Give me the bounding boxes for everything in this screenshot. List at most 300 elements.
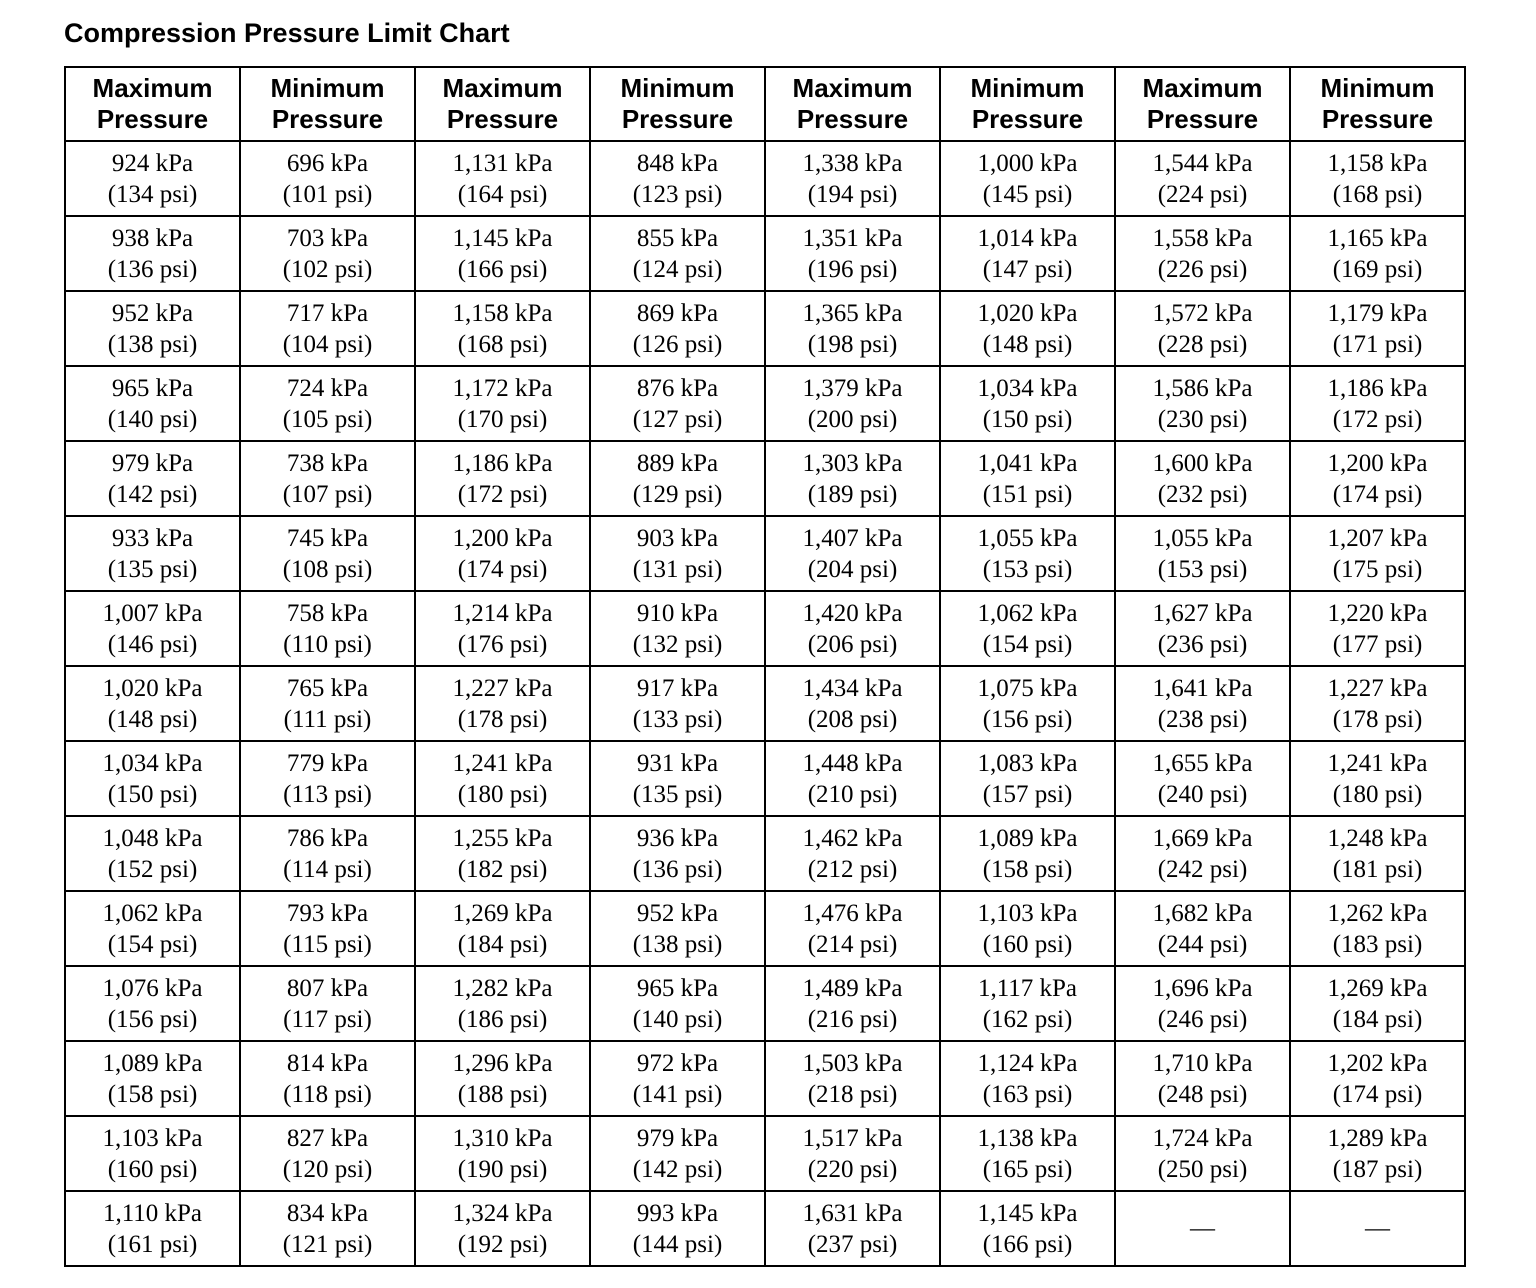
table-cell xyxy=(1115,1191,1290,1266)
cell-value-psi: (135 psi) xyxy=(107,555,198,583)
cell-value-kpa: 1,202 kPa xyxy=(1327,1049,1428,1077)
cell-value-psi: (117 psi) xyxy=(283,1005,372,1033)
table-cell xyxy=(65,591,240,666)
table-cell xyxy=(415,516,590,591)
cell-value-psi: (190 psi) xyxy=(457,1155,548,1183)
cell-value-psi: (150 psi) xyxy=(107,780,198,808)
cell-value-psi: (154 psi) xyxy=(982,630,1073,658)
cell-value-kpa: 1,000 kPa xyxy=(977,149,1078,177)
cell-value-kpa: 972 kPa xyxy=(636,1049,719,1077)
cell-value-psi: (118 psi) xyxy=(283,1080,372,1108)
column-header-4 xyxy=(590,67,765,141)
table-row xyxy=(65,441,1465,516)
cell-value-psi: (138 psi) xyxy=(107,330,198,358)
cell-value-psi: (248 psi) xyxy=(1157,1080,1248,1108)
cell-value-psi: (174 psi) xyxy=(1332,1080,1423,1108)
table-row xyxy=(65,216,1465,291)
cell-value-psi: (146 psi) xyxy=(107,630,198,658)
column-header-line: Pressure xyxy=(1146,104,1259,134)
cell-value-kpa: 1,207 kPa xyxy=(1327,524,1428,552)
table-cell xyxy=(590,966,765,1041)
cell-value-kpa: 1,075 kPa xyxy=(977,674,1078,702)
cell-value-kpa: 703 kPa xyxy=(286,224,369,252)
table-cell xyxy=(590,816,765,891)
column-header-6 xyxy=(940,67,1115,141)
cell-value-psi: (124 psi) xyxy=(632,255,723,283)
table-cell xyxy=(765,366,940,441)
cell-value-psi: (107 psi) xyxy=(282,480,373,508)
cell-value-psi: (166 psi) xyxy=(457,255,548,283)
table-cell xyxy=(415,216,590,291)
cell-value-psi: (178 psi) xyxy=(1332,705,1423,733)
cell-value-psi: (177 psi) xyxy=(1332,630,1423,658)
cell-value-kpa: 1,407 kPa xyxy=(802,524,903,552)
table-cell xyxy=(765,141,940,216)
cell-value-kpa: 1,310 kPa xyxy=(452,1124,553,1152)
cell-value-kpa: 1,324 kPa xyxy=(452,1199,553,1227)
cell-value-kpa: 1,124 kPa xyxy=(977,1049,1078,1077)
cell-value-kpa: 1,089 kPa xyxy=(102,1049,203,1077)
cell-value-kpa: 758 kPa xyxy=(286,599,369,627)
cell-value-kpa: 938 kPa xyxy=(111,224,194,252)
cell-value-kpa: 1,696 kPa xyxy=(1152,974,1253,1002)
cell-value-psi: (156 psi) xyxy=(107,1005,198,1033)
table-cell xyxy=(240,966,415,1041)
cell-value-kpa: 724 kPa xyxy=(286,374,369,402)
cell-value-kpa: 1,179 kPa xyxy=(1327,299,1428,327)
cell-value-psi: (161 psi) xyxy=(107,1230,198,1258)
cell-value-kpa: 936 kPa xyxy=(636,824,719,852)
cell-value-psi: (160 psi) xyxy=(107,1155,198,1183)
cell-value-psi: (182 psi) xyxy=(457,855,548,883)
table-row xyxy=(65,516,1465,591)
table-row xyxy=(65,816,1465,891)
cell-value-kpa: 1,710 kPa xyxy=(1152,1049,1253,1077)
table-cell xyxy=(240,141,415,216)
table-body xyxy=(65,141,1465,1266)
table-cell xyxy=(765,216,940,291)
table-cell xyxy=(590,516,765,591)
table-cell xyxy=(65,666,240,741)
table-cell xyxy=(590,741,765,816)
cell-value-kpa: 814 kPa xyxy=(286,1049,369,1077)
table-cell xyxy=(415,966,590,1041)
column-header-line: Pressure xyxy=(96,104,209,134)
table-cell xyxy=(940,141,1115,216)
cell-value-psi: (246 psi) xyxy=(1157,1005,1248,1033)
cell-value-kpa: 1,379 kPa xyxy=(802,374,903,402)
cell-value-kpa: 765 kPa xyxy=(286,674,369,702)
cell-value-psi: (212 psi) xyxy=(807,855,898,883)
cell-value-kpa: 1,041 kPa xyxy=(977,449,1078,477)
column-header-7 xyxy=(1115,67,1290,141)
cell-value-kpa: 793 kPa xyxy=(286,899,369,927)
table-cell xyxy=(1290,216,1465,291)
cell-value-psi: (184 psi) xyxy=(457,930,548,958)
chart-title: Compression Pressure Limit Chart xyxy=(64,18,510,48)
cell-value-psi: (151 psi) xyxy=(982,480,1073,508)
column-header-line: Maximum xyxy=(792,73,913,103)
column-header-line: Pressure xyxy=(446,104,559,134)
cell-value-kpa: 1,158 kPa xyxy=(452,299,553,327)
cell-value-kpa: 1,289 kPa xyxy=(1327,1124,1428,1152)
cell-value-kpa: 1,089 kPa xyxy=(977,824,1078,852)
cell-value-kpa: 1,007 kPa xyxy=(102,599,203,627)
table-cell xyxy=(65,966,240,1041)
table-cell xyxy=(1290,891,1465,966)
cell-value-kpa: 924 kPa xyxy=(111,149,194,177)
cell-value-psi: (188 psi) xyxy=(457,1080,548,1108)
table-cell xyxy=(240,291,415,366)
cell-value-psi: (187 psi) xyxy=(1332,1155,1423,1183)
cell-value-psi: (156 psi) xyxy=(982,705,1073,733)
cell-value-psi: (180 psi) xyxy=(457,780,548,808)
table-cell xyxy=(65,216,240,291)
cell-value-kpa: 1,131 kPa xyxy=(452,149,553,177)
cell-value-kpa: 1,220 kPa xyxy=(1327,599,1428,627)
cell-value-kpa: 717 kPa xyxy=(286,299,369,327)
column-header-line: Minimum xyxy=(620,73,735,103)
cell-value-psi: (237 psi) xyxy=(807,1230,898,1258)
cell-value-kpa: 1,138 kPa xyxy=(977,1124,1078,1152)
cell-value-kpa: 910 kPa xyxy=(636,599,719,627)
column-header-8 xyxy=(1290,67,1465,141)
cell-value-kpa: 993 kPa xyxy=(636,1199,719,1227)
column-header-line: Minimum xyxy=(270,73,385,103)
table-cell xyxy=(940,666,1115,741)
table-cell xyxy=(240,441,415,516)
table-cell xyxy=(590,1041,765,1116)
table-row xyxy=(65,591,1465,666)
cell-value-kpa: 979 kPa xyxy=(636,1124,719,1152)
cell-value-kpa: 876 kPa xyxy=(636,374,719,402)
table-cell xyxy=(240,1116,415,1191)
cell-value-psi: (142 psi) xyxy=(632,1155,723,1183)
cell-value-psi: (230 psi) xyxy=(1157,405,1248,433)
cell-value-kpa: 1,282 kPa xyxy=(452,974,553,1002)
cell-value-kpa: 1,434 kPa xyxy=(802,674,903,702)
table-cell xyxy=(940,516,1115,591)
header-row xyxy=(65,67,1465,141)
cell-value-psi: (176 psi) xyxy=(457,630,548,658)
cell-value-kpa: 1,558 kPa xyxy=(1152,224,1253,252)
table-cell xyxy=(1115,966,1290,1041)
column-header-line: Pressure xyxy=(796,104,909,134)
table-cell xyxy=(590,1116,765,1191)
cell-value-psi: (183 psi) xyxy=(1332,930,1423,958)
cell-value-kpa: 786 kPa xyxy=(286,824,369,852)
table-cell xyxy=(240,816,415,891)
table-cell xyxy=(65,1041,240,1116)
cell-value-psi: (142 psi) xyxy=(107,480,198,508)
cell-value-kpa: 1,262 kPa xyxy=(1327,899,1428,927)
table-cell xyxy=(415,291,590,366)
cell-value-kpa: 1,103 kPa xyxy=(102,1124,203,1152)
table-cell xyxy=(240,591,415,666)
table-cell xyxy=(765,816,940,891)
table-cell xyxy=(1290,1191,1465,1266)
cell-value-kpa: 696 kPa xyxy=(286,149,369,177)
cell-value-kpa: 1,076 kPa xyxy=(102,974,203,1002)
table-cell xyxy=(765,441,940,516)
table-cell xyxy=(65,1116,240,1191)
table-cell xyxy=(65,891,240,966)
cell-value-psi: (194 psi) xyxy=(807,180,898,208)
cell-value-kpa: 1,631 kPa xyxy=(802,1199,903,1227)
table-cell xyxy=(415,441,590,516)
column-header-line: Pressure xyxy=(271,104,384,134)
cell-value-kpa: 1,014 kPa xyxy=(977,224,1078,252)
table-cell xyxy=(415,891,590,966)
cell-value-psi: (129 psi) xyxy=(632,480,723,508)
cell-value-psi: (166 psi) xyxy=(982,1230,1073,1258)
table-cell xyxy=(1115,216,1290,291)
cell-value-psi: (115 psi) xyxy=(283,930,372,958)
cell-value-psi: (198 psi) xyxy=(807,330,898,358)
cell-value-psi: (210 psi) xyxy=(807,780,898,808)
cell-value-kpa: 1,020 kPa xyxy=(102,674,203,702)
cell-value-kpa: 952 kPa xyxy=(111,299,194,327)
table-row xyxy=(65,1041,1465,1116)
cell-value-psi: (127 psi) xyxy=(632,405,723,433)
table-cell xyxy=(590,1191,765,1266)
table-cell xyxy=(1290,141,1465,216)
cell-value-kpa: 903 kPa xyxy=(636,524,719,552)
table-cell xyxy=(65,291,240,366)
cell-value-kpa: 1,248 kPa xyxy=(1327,824,1428,852)
table-row xyxy=(65,1191,1465,1266)
cell-value-kpa: 1,172 kPa xyxy=(452,374,553,402)
cell-value-psi: (175 psi) xyxy=(1332,555,1423,583)
table-cell xyxy=(1115,441,1290,516)
table-cell xyxy=(765,516,940,591)
cell-value-psi: (105 psi) xyxy=(282,405,373,433)
cell-value-psi: (226 psi) xyxy=(1157,255,1248,283)
cell-value-kpa: 979 kPa xyxy=(111,449,194,477)
cell-value-kpa: 1,200 kPa xyxy=(452,524,553,552)
cell-value-psi: (141 psi) xyxy=(632,1080,723,1108)
table-cell xyxy=(590,441,765,516)
table-cell xyxy=(1290,441,1465,516)
table-cell xyxy=(240,1041,415,1116)
cell-value-kpa: 1,241 kPa xyxy=(452,749,553,777)
column-header-line: Maximum xyxy=(92,73,213,103)
table-cell xyxy=(765,1116,940,1191)
table-cell xyxy=(940,741,1115,816)
cell-value-psi: (101 psi) xyxy=(282,180,373,208)
table-cell xyxy=(1115,291,1290,366)
cell-value-kpa: 1,145 kPa xyxy=(452,224,553,252)
cell-value-psi: (168 psi) xyxy=(1332,180,1423,208)
table-cell xyxy=(1290,291,1465,366)
cell-value-kpa: 1,227 kPa xyxy=(452,674,553,702)
table-cell xyxy=(940,816,1115,891)
table-cell xyxy=(1115,366,1290,441)
table-cell xyxy=(240,516,415,591)
cell-value-kpa: 1,448 kPa xyxy=(802,749,903,777)
table-cell xyxy=(1290,516,1465,591)
cell-value-psi: (150 psi) xyxy=(982,405,1073,433)
cell-value-psi: (136 psi) xyxy=(632,855,723,883)
cell-value-psi: (208 psi) xyxy=(807,705,898,733)
table-row xyxy=(65,891,1465,966)
cell-value-psi: (134 psi) xyxy=(107,180,198,208)
cell-value-kpa: 1,055 kPa xyxy=(977,524,1078,552)
table-cell xyxy=(1115,591,1290,666)
table-cell xyxy=(940,1116,1115,1191)
cell-value-psi: (180 psi) xyxy=(1332,780,1423,808)
cell-value-kpa: 1,269 kPa xyxy=(1327,974,1428,1002)
cell-value-psi: (165 psi) xyxy=(982,1155,1073,1183)
cell-value-kpa: 1,586 kPa xyxy=(1152,374,1253,402)
cell-value-kpa: 1,062 kPa xyxy=(977,599,1078,627)
table-cell xyxy=(1290,1116,1465,1191)
column-header-line: Maximum xyxy=(1142,73,1263,103)
cell-value-psi: (232 psi) xyxy=(1157,480,1248,508)
cell-value-kpa: 1,103 kPa xyxy=(977,899,1078,927)
cell-value-psi: (181 psi) xyxy=(1332,855,1423,883)
cell-value-kpa: 1,255 kPa xyxy=(452,824,553,852)
cell-value-psi: (168 psi) xyxy=(457,330,548,358)
cell-value-kpa: 917 kPa xyxy=(636,674,719,702)
cell-value-kpa: 1,303 kPa xyxy=(802,449,903,477)
cell-value-kpa: 1,641 kPa xyxy=(1152,674,1253,702)
cell-value-kpa: 965 kPa xyxy=(636,974,719,1002)
table-cell xyxy=(765,591,940,666)
table-row xyxy=(65,741,1465,816)
cell-value-psi: (135 psi) xyxy=(632,780,723,808)
table-cell xyxy=(1290,591,1465,666)
table-cell xyxy=(415,1191,590,1266)
cell-value-psi: (178 psi) xyxy=(457,705,548,733)
cell-value-psi: (172 psi) xyxy=(1332,405,1423,433)
column-header-5 xyxy=(765,67,940,141)
cell-value-psi: (138 psi) xyxy=(632,930,723,958)
cell-value-psi: (140 psi) xyxy=(107,405,198,433)
cell-value-kpa: 1,145 kPa xyxy=(977,1199,1078,1227)
table-row xyxy=(65,291,1465,366)
cell-value-kpa: 834 kPa xyxy=(286,1199,369,1227)
cell-value-kpa: 1,269 kPa xyxy=(452,899,553,927)
cell-value-kpa: 1,020 kPa xyxy=(977,299,1078,327)
table-cell xyxy=(1115,516,1290,591)
cell-value-kpa: 1,048 kPa xyxy=(102,824,203,852)
table-cell xyxy=(415,816,590,891)
cell-value-psi: (220 psi) xyxy=(807,1155,898,1183)
table-cell xyxy=(65,441,240,516)
cell-value-psi: (108 psi) xyxy=(282,555,373,583)
table-cell xyxy=(765,891,940,966)
cell-value-kpa: 1,544 kPa xyxy=(1152,149,1253,177)
cell-value-psi: (133 psi) xyxy=(632,705,723,733)
cell-value-kpa: 1,200 kPa xyxy=(1327,449,1428,477)
cell-value-psi: (204 psi) xyxy=(807,555,898,583)
column-header-line: Minimum xyxy=(970,73,1085,103)
cell-value-psi: (238 psi) xyxy=(1157,705,1248,733)
pressure-limit-table xyxy=(64,66,1466,1267)
cell-value-psi: (120 psi) xyxy=(282,1155,373,1183)
cell-value-psi: (152 psi) xyxy=(107,855,198,883)
table-row xyxy=(65,141,1465,216)
table-cell xyxy=(240,666,415,741)
cell-value-kpa: 1,627 kPa xyxy=(1152,599,1253,627)
cell-value-kpa: 1,062 kPa xyxy=(102,899,203,927)
table-cell xyxy=(415,666,590,741)
cell-value-kpa: 965 kPa xyxy=(111,374,194,402)
cell-value-kpa: 1,296 kPa xyxy=(452,1049,553,1077)
table-cell xyxy=(415,1116,590,1191)
column-header-3 xyxy=(415,67,590,141)
cell-value-kpa: 1,083 kPa xyxy=(977,749,1078,777)
cell-value-kpa: 1,186 kPa xyxy=(1327,374,1428,402)
table-row xyxy=(65,666,1465,741)
cell-value-kpa: 1,338 kPa xyxy=(802,149,903,177)
cell-value-psi: (174 psi) xyxy=(1332,480,1423,508)
cell-value-psi: (154 psi) xyxy=(107,930,198,958)
cell-value-psi: (218 psi) xyxy=(807,1080,898,1108)
table-cell xyxy=(1115,741,1290,816)
cell-value-psi: (111 psi) xyxy=(283,705,372,733)
cell-value-kpa: 1,600 kPa xyxy=(1152,449,1253,477)
cell-value-psi: (102 psi) xyxy=(282,255,373,283)
cell-value-psi: (158 psi) xyxy=(107,1080,198,1108)
cell-value-kpa: 1,517 kPa xyxy=(802,1124,903,1152)
cell-value-psi: (104 psi) xyxy=(282,330,373,358)
table-cell xyxy=(940,291,1115,366)
cell-value-psi: (206 psi) xyxy=(807,630,898,658)
cell-value-kpa: 952 kPa xyxy=(636,899,719,927)
table-cell xyxy=(1115,1041,1290,1116)
cell-value-psi: (132 psi) xyxy=(632,630,723,658)
cell-value-psi: (250 psi) xyxy=(1157,1155,1248,1183)
cell-value-kpa: — xyxy=(1190,1215,1215,1242)
table-cell xyxy=(940,216,1115,291)
column-header-2 xyxy=(240,67,415,141)
table-cell xyxy=(1115,816,1290,891)
cell-value-psi: (147 psi) xyxy=(982,255,1073,283)
cell-value-kpa: 869 kPa xyxy=(636,299,719,327)
cell-value-kpa: 827 kPa xyxy=(286,1124,369,1152)
cell-value-psi: (157 psi) xyxy=(982,780,1073,808)
table-row xyxy=(65,1116,1465,1191)
cell-value-kpa: 745 kPa xyxy=(286,524,369,552)
column-header-line: Pressure xyxy=(1321,104,1434,134)
cell-value-kpa: 1,165 kPa xyxy=(1327,224,1428,252)
cell-value-kpa: 1,669 kPa xyxy=(1152,824,1253,852)
table-cell xyxy=(765,666,940,741)
cell-value-psi: (200 psi) xyxy=(807,405,898,433)
cell-value-kpa: 1,241 kPa xyxy=(1327,749,1428,777)
table-cell xyxy=(1290,366,1465,441)
table-cell xyxy=(1115,891,1290,966)
cell-value-psi: (164 psi) xyxy=(457,180,548,208)
cell-value-psi: (196 psi) xyxy=(807,255,898,283)
table-cell xyxy=(940,441,1115,516)
table-cell xyxy=(415,591,590,666)
cell-value-kpa: — xyxy=(1365,1215,1390,1242)
cell-value-psi: (148 psi) xyxy=(107,705,198,733)
cell-value-kpa: 1,186 kPa xyxy=(452,449,553,477)
cell-value-psi: (153 psi) xyxy=(982,555,1073,583)
cell-value-kpa: 1,724 kPa xyxy=(1152,1124,1253,1152)
table-cell xyxy=(1290,1041,1465,1116)
column-header-line: Minimum xyxy=(1320,73,1435,103)
table-cell xyxy=(765,1191,940,1266)
table-cell xyxy=(765,1041,940,1116)
cell-value-psi: (113 psi) xyxy=(283,780,372,808)
cell-value-kpa: 1,503 kPa xyxy=(802,1049,903,1077)
table-cell xyxy=(590,591,765,666)
